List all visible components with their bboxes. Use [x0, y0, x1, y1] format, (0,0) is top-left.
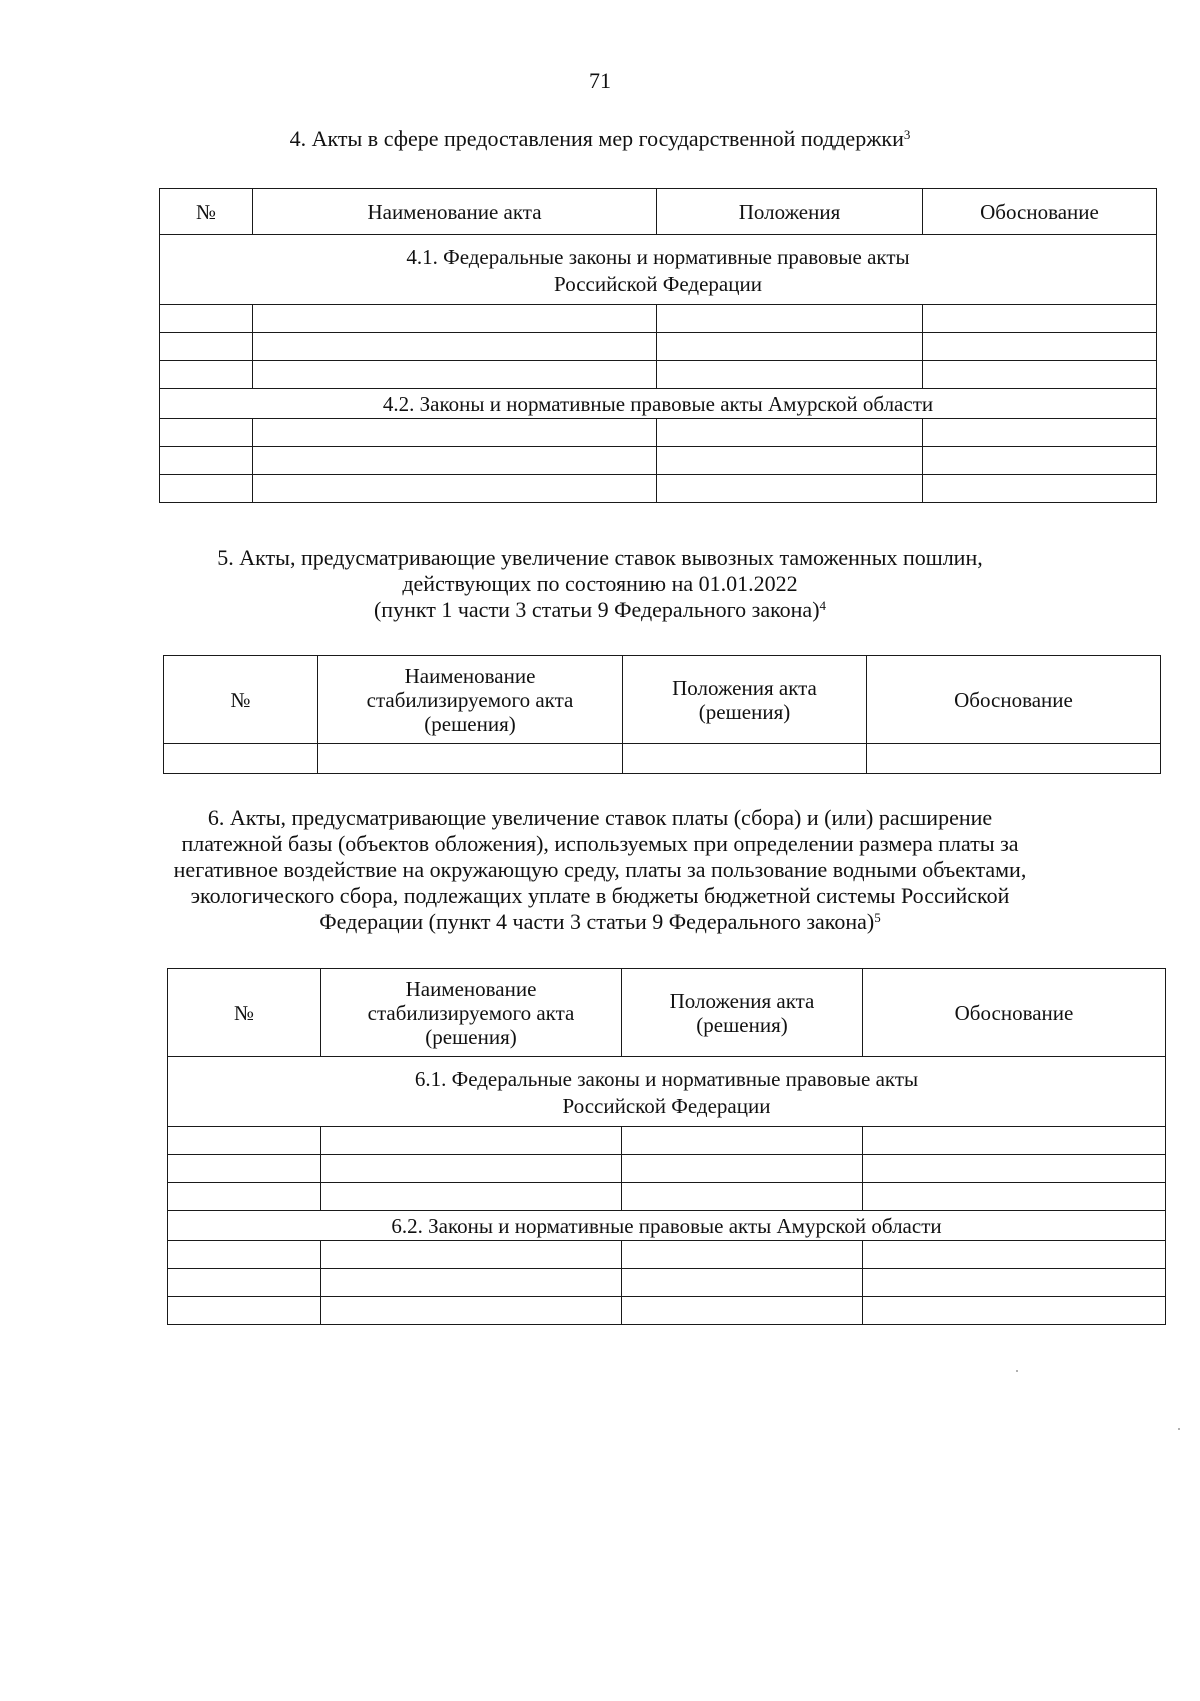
table-cell[interactable]	[923, 333, 1157, 361]
table-cell[interactable]	[318, 744, 623, 774]
table-cell[interactable]	[253, 305, 657, 333]
table-row	[168, 1127, 1166, 1155]
table-cell[interactable]	[168, 1269, 321, 1297]
table-cell[interactable]	[863, 1269, 1166, 1297]
section-5-title-line-3: (пункт 1 части 3 статьи 9 Федерального закона)$^4$	[373, 597, 827, 622]
col-header-justification: Обоснование	[867, 656, 1161, 744]
footnote-3: 3	[903, 127, 911, 142]
subsection-6-2-title: 6.2. Законы и нормативные правовые акты Амурской области	[168, 1211, 1166, 1241]
footnote-4: 4	[819, 598, 827, 613]
col-header-stabilized-act-name: Наименование стабилизируемого акта (решения)	[318, 656, 623, 744]
table-section-6	[167, 968, 1166, 1325]
table-row	[168, 1269, 1166, 1297]
table-cell[interactable]	[657, 305, 923, 333]
table-cell[interactable]	[923, 361, 1157, 389]
table-cell[interactable]	[657, 447, 923, 475]
table-cell[interactable]	[160, 419, 253, 447]
table-cell[interactable]	[622, 1127, 863, 1155]
table-cell[interactable]	[863, 1241, 1166, 1269]
table-cell[interactable]	[923, 475, 1157, 503]
table-section-5	[163, 655, 1161, 774]
table-cell[interactable]	[657, 419, 923, 447]
table-row	[164, 744, 1161, 774]
section-6-title-line-1: 6. Акты, предусматривающие увеличение ставок платы (сбора) и (или) расширение	[207, 805, 993, 830]
subsection-4-2-title: 4.2. Законы и нормативные правовые акты Амурской области	[160, 389, 1157, 419]
table-cell[interactable]	[253, 447, 657, 475]
table-row	[160, 361, 1157, 389]
table-cell[interactable]	[168, 1127, 321, 1155]
subsection-4-1-title: 4.1. Федеральные законы и нормативные правовые акты Российской Федерации	[160, 235, 1157, 305]
table-cell[interactable]	[321, 1297, 622, 1325]
table-cell[interactable]	[160, 475, 253, 503]
table-cell[interactable]	[863, 1127, 1166, 1155]
table-row	[160, 419, 1157, 447]
table-cell[interactable]	[923, 419, 1157, 447]
table-cell[interactable]	[321, 1241, 622, 1269]
table-row	[160, 475, 1157, 503]
table-cell[interactable]	[657, 361, 923, 389]
table-cell[interactable]	[168, 1155, 321, 1183]
table-row	[168, 1297, 1166, 1325]
table-cell[interactable]	[168, 1297, 321, 1325]
section-5-title	[0, 545, 1200, 623]
subsection-row-6-2	[168, 1211, 1166, 1241]
footnote-5: 5	[874, 910, 881, 925]
table-cell[interactable]	[622, 1155, 863, 1183]
table-cell[interactable]	[863, 1183, 1166, 1211]
table-cell[interactable]	[253, 419, 657, 447]
table-cell[interactable]	[321, 1155, 622, 1183]
col-header-stabilized-act-name: Наименование стабилизируемого акта (решения)	[321, 969, 622, 1057]
section-6-title-line-5: Федерации (пункт 4 части 3 статьи 9 Федерального закона)$^5$	[319, 909, 881, 934]
section-5-title-line-2: действующих по состоянию на 01.01.2022	[402, 571, 798, 596]
col-header-number: №	[160, 189, 253, 235]
table-cell[interactable]	[321, 1269, 622, 1297]
table-cell[interactable]	[253, 475, 657, 503]
section-6-title-line-2: платежной базы (объектов обложения), используемых при определении размера платы за	[181, 831, 1019, 856]
table-row	[168, 1155, 1166, 1183]
table-cell[interactable]	[160, 333, 253, 361]
section-6-title-line-4: экологического сбора, подлежащих уплате в бюджеты бюджетной системы Российской	[190, 883, 1010, 908]
table-cell[interactable]	[622, 1183, 863, 1211]
col-header-justification: Обоснование	[923, 189, 1157, 235]
section-4-title	[0, 126, 1200, 152]
table-cell[interactable]	[863, 1155, 1166, 1183]
section-4-title-text: 4. Акты в сфере предоставления мер государственной поддержки	[289, 126, 904, 151]
table-cell[interactable]	[253, 361, 657, 389]
col-header-act-name: Наименование акта	[253, 189, 657, 235]
table-row	[160, 447, 1157, 475]
table-cell[interactable]	[867, 744, 1161, 774]
table-section-4	[159, 188, 1157, 503]
section-6-title	[0, 805, 1200, 935]
table-cell[interactable]	[622, 1241, 863, 1269]
table-header-row	[160, 189, 1157, 235]
table-cell[interactable]	[623, 744, 867, 774]
scan-speck	[1016, 1370, 1018, 1372]
table-cell[interactable]	[657, 475, 923, 503]
scan-speck	[1178, 1428, 1180, 1430]
table-cell[interactable]	[622, 1297, 863, 1325]
table-cell[interactable]	[321, 1127, 622, 1155]
table-row	[168, 1241, 1166, 1269]
table-cell[interactable]	[160, 361, 253, 389]
col-header-act-provisions: Положения акта (решения)	[622, 969, 863, 1057]
subsection-row-4-1	[160, 235, 1157, 305]
table-cell[interactable]	[923, 305, 1157, 333]
table-row	[160, 305, 1157, 333]
section-5-title-line-1: 5. Акты, предусматривающие увеличение ставок вывозных таможенных пошлин,	[217, 545, 983, 570]
table-cell[interactable]	[321, 1183, 622, 1211]
table-header-row	[168, 969, 1166, 1057]
section-6-title-line-3: негативное воздействие на окружающую среду, платы за пользование водными объектами,	[173, 857, 1027, 882]
table-cell[interactable]	[168, 1241, 321, 1269]
table-cell[interactable]	[253, 333, 657, 361]
page-number: 71	[589, 68, 611, 93]
table-cell[interactable]	[168, 1183, 321, 1211]
table-row	[168, 1183, 1166, 1211]
table-cell[interactable]	[863, 1297, 1166, 1325]
table-header-row	[164, 656, 1161, 744]
subsection-6-1-title: 6.1. Федеральные законы и нормативные правовые акты Российской Федерации	[168, 1057, 1166, 1127]
table-cell[interactable]	[923, 447, 1157, 475]
col-header-act-provisions: Положения акта (решения)	[623, 656, 867, 744]
table-cell[interactable]	[160, 447, 253, 475]
col-header-justification: Обоснование	[863, 969, 1166, 1057]
table-cell[interactable]	[657, 333, 923, 361]
table-cell[interactable]	[164, 744, 318, 774]
col-header-provisions: Положения	[657, 189, 923, 235]
col-header-number: №	[168, 969, 321, 1057]
subsection-row-6-1	[168, 1057, 1166, 1127]
table-row	[160, 333, 1157, 361]
subsection-row-4-2	[160, 389, 1157, 419]
table-cell[interactable]	[622, 1269, 863, 1297]
table-cell[interactable]	[160, 305, 253, 333]
col-header-number: №	[164, 656, 318, 744]
